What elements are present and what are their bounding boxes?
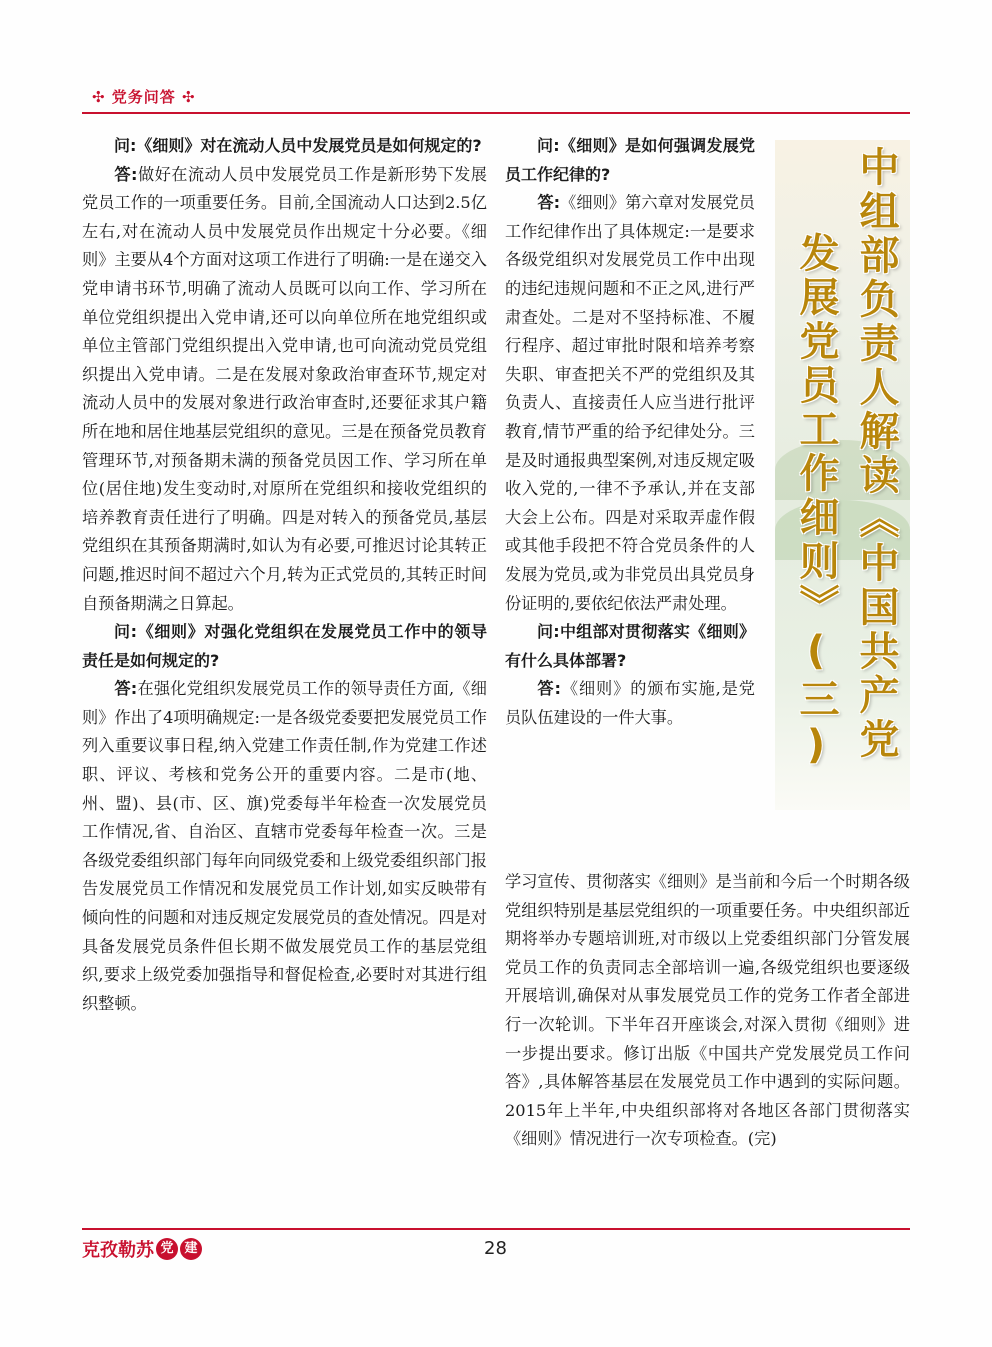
answer-4-start (505, 675, 755, 732)
question-4: 问:中组部对贯彻落实《细则》有什么具体部署? (505, 622, 755, 670)
footer-badge-party: 党 (156, 1238, 178, 1260)
answer-1 (82, 161, 487, 619)
page-number: 28 (484, 1238, 507, 1259)
answer-2 (82, 675, 487, 1018)
header-divider (82, 112, 910, 114)
answer-1-text: 做好在流动人员中发展党员工作是新形势下发展党员工作的一项重要任务。目前,全国流动人口达到2.5亿左右,对在流动人员中发展党员作出规定十分必要。《细则》主要从4个方面对这项工作进行了明确:一是在递交入党申请书环节,明确了流动人员既可以向工作、学习所在单位党组织提出入党申请,还可以向单位所在地党组织或单位主管部门党组织提出入党申请,也可向流动党员党组织提出入党申请。二是在发展对象政治审查环节,规定对流动人员中的发展对象进行政治审查时,还要征求其户籍所在地和居住地基层党组织的意见。三是在预备党员教育管理环节,对预备期未满的预备党员因工作、学习所在单位(居住地)发生变动时,对原所在党组织和接收党组织的培养教育责任进行了明确。四是对转入的预备党员,基层党组织在其预备期满时,如认为有必要,可推迟讨论其转正问题,推迟时间不超过六个月,转为正式党员的,其转正时间自预备期满之日算起。 (82, 164, 487, 613)
question-3: 问:《细则》是如何强调发展党员工作纪律的? (505, 136, 755, 184)
answer-4-lead: 答: (537, 679, 561, 699)
answer-2-lead: 答: (114, 679, 138, 699)
section-header: ✣ 党务问答 ✣ (92, 88, 196, 106)
question-2: 问:《细则》对强化党组织在发展党员工作中的领导责任是如何规定的? (82, 622, 487, 670)
article-title-line-2: 发展党员工作细则》(三) (793, 232, 839, 772)
left-column (82, 132, 487, 1018)
answer-3-lead: 答: (537, 193, 561, 213)
right-column-bottom (505, 868, 910, 1154)
footer-logo (82, 1236, 202, 1262)
answer-4-text-part2: 学习宣传、贯彻落实《细则》是当前和今后一个时期各级党组织特别是基层党组织的一项重要任务。中央组织部近期将举办专题培训班,对市级以上党委组织部门分管发展党员工作的负责同志全部培训一遍,各级党组织也要逐级开展培训,确保对从事发展党员工作的党务工作者全部进行一次轮训。下半年召开座谈会,对深入贯彻《细则》进一步提出要求。修订出版《中国共产党发展党员工作问答》,具体解答基层在发展党员工作中遇到的实际问题。2015年上半年,中央组织部将对各地区各部门贯彻落实《细则》情况进行一次专项检查。(完) (505, 872, 910, 1149)
answer-3 (505, 189, 755, 618)
answer-1-lead: 答: (114, 164, 138, 184)
article-title-line-1: 中组部负责人解读《中国共产党 (853, 146, 899, 762)
footer-badge-build: 建 (180, 1238, 202, 1260)
right-column-top (505, 132, 755, 732)
answer-4-text-part1: 《细则》的颁布实施,是党员队伍建设的一件大事。 (505, 679, 755, 727)
footer-divider (82, 1228, 910, 1230)
answer-2-text: 在强化党组织发展党员工作的领导责任方面,《细则》作出了4项明确规定:一是各级党委要把发展党员工作列入重要议事日程,纳入党建工作责任制,作为党建工作述职、评议、考核和党务公开的重要内容。二是市(地、州、盟)、县(市、区、旗)党委每半年检查一次发展党员工作情况,省、自治区、直辖市党委每年检查一次。三是各级党委组织部门每年向同级党委和上级党委组织部门报告发展党员工作情况和发展党员工作计划,如实反映带有倾向性的问题和对违反规定发展党员的查处情况。四是对具备发展党员条件但长期不做发展党员工作的基层党组织,要求上级党委加强指导和督促检查,必要时对其进行组织整顿。 (82, 679, 487, 1013)
footer-brand: 克孜勒苏 (82, 1240, 154, 1261)
question-1: 问:《细则》对在流动人员中发展党员是如何规定的? (114, 136, 482, 155)
answer-3-text: 《细则》第六章对发展党员工作纪律作出了具体规定:一是要求各级党组织对发展党员工作中出现的违纪违规问题和不正之风,进行严肃查处。二是对不坚持标准、不履行程序、超过审批时限和培养考察失职、审查把关不严的党组织及其负责人、直接责任人应当进行批评教育,情节严重的给予纪律处分。三是及时通报典型案例,对违反规定吸收入党的,一律不予承认,并在支部大会上公布。四是对采取弄虚作假或其他手段把不符合党员条件的人发展为党员,或为非党员出具党员身份证明的,要依纪依法严肃处理。 (505, 193, 755, 613)
